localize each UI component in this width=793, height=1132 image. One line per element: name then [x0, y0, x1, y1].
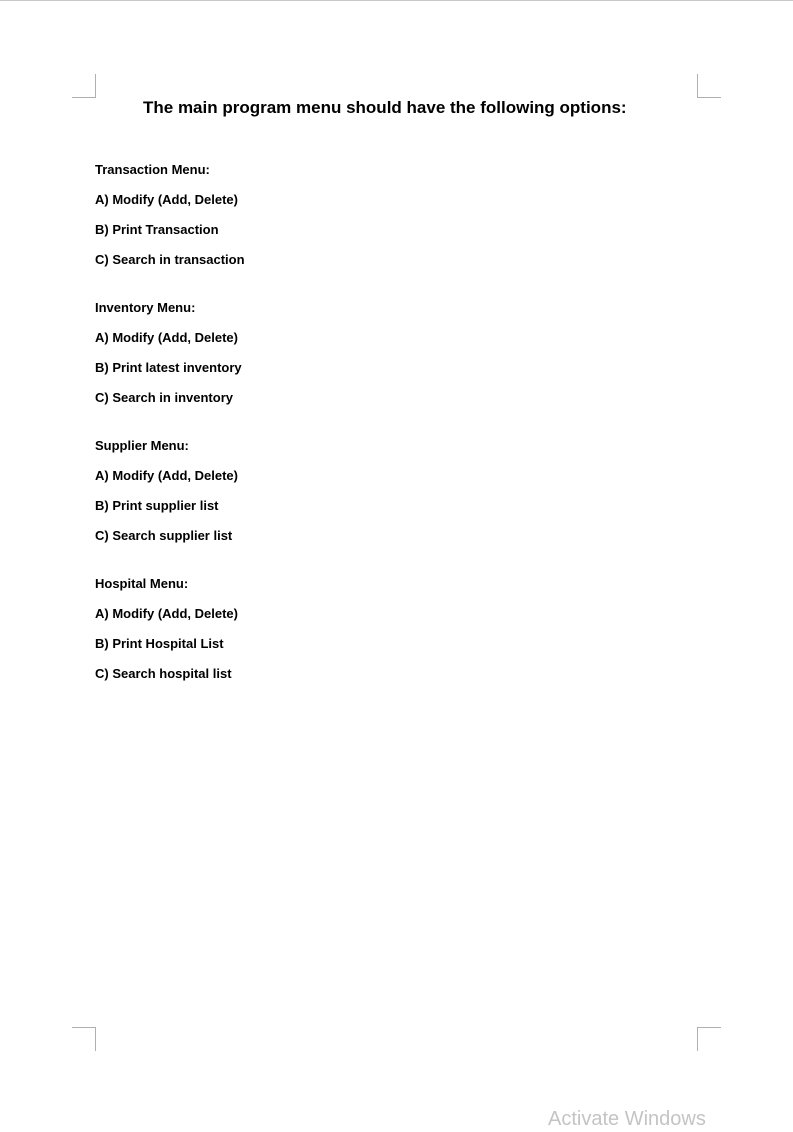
menu-option: A) Modify (Add, Delete) [95, 606, 238, 621]
menu-option: C) Search in inventory [95, 390, 233, 405]
menu-option: A) Modify (Add, Delete) [95, 468, 238, 483]
crop-mark-top-left [72, 74, 96, 98]
document-heading: The main program menu should have the following options: [143, 98, 627, 117]
menu-option: A) Modify (Add, Delete) [95, 330, 238, 345]
section-title: Transaction Menu: [95, 162, 210, 177]
menu-option: C) Search supplier list [95, 528, 233, 543]
section-inventory-menu [95, 299, 655, 407]
section-supplier-menu [95, 437, 655, 545]
section-transaction-menu [95, 161, 655, 269]
section-hospital-menu [95, 575, 655, 683]
menu-option: B) Print latest inventory [95, 360, 242, 375]
menu-option: B) Print Hospital List [95, 636, 224, 651]
crop-mark-top-right [697, 74, 721, 98]
menu-option: A) Modify (Add, Delete) [95, 192, 238, 207]
crop-mark-bottom-right [697, 1027, 721, 1051]
menu-option: B) Print supplier list [95, 498, 219, 513]
activate-windows-watermark: Activate Windows [548, 1108, 706, 1130]
document-body [95, 161, 655, 713]
section-title: Inventory Menu: [95, 300, 196, 315]
menu-option: B) Print Transaction [95, 222, 219, 237]
section-title: Hospital Menu: [95, 576, 189, 591]
menu-option: C) Search in transaction [95, 252, 245, 267]
section-title: Supplier Menu: [95, 438, 189, 453]
menu-option: C) Search hospital list [95, 666, 232, 681]
crop-mark-bottom-left [72, 1027, 96, 1051]
